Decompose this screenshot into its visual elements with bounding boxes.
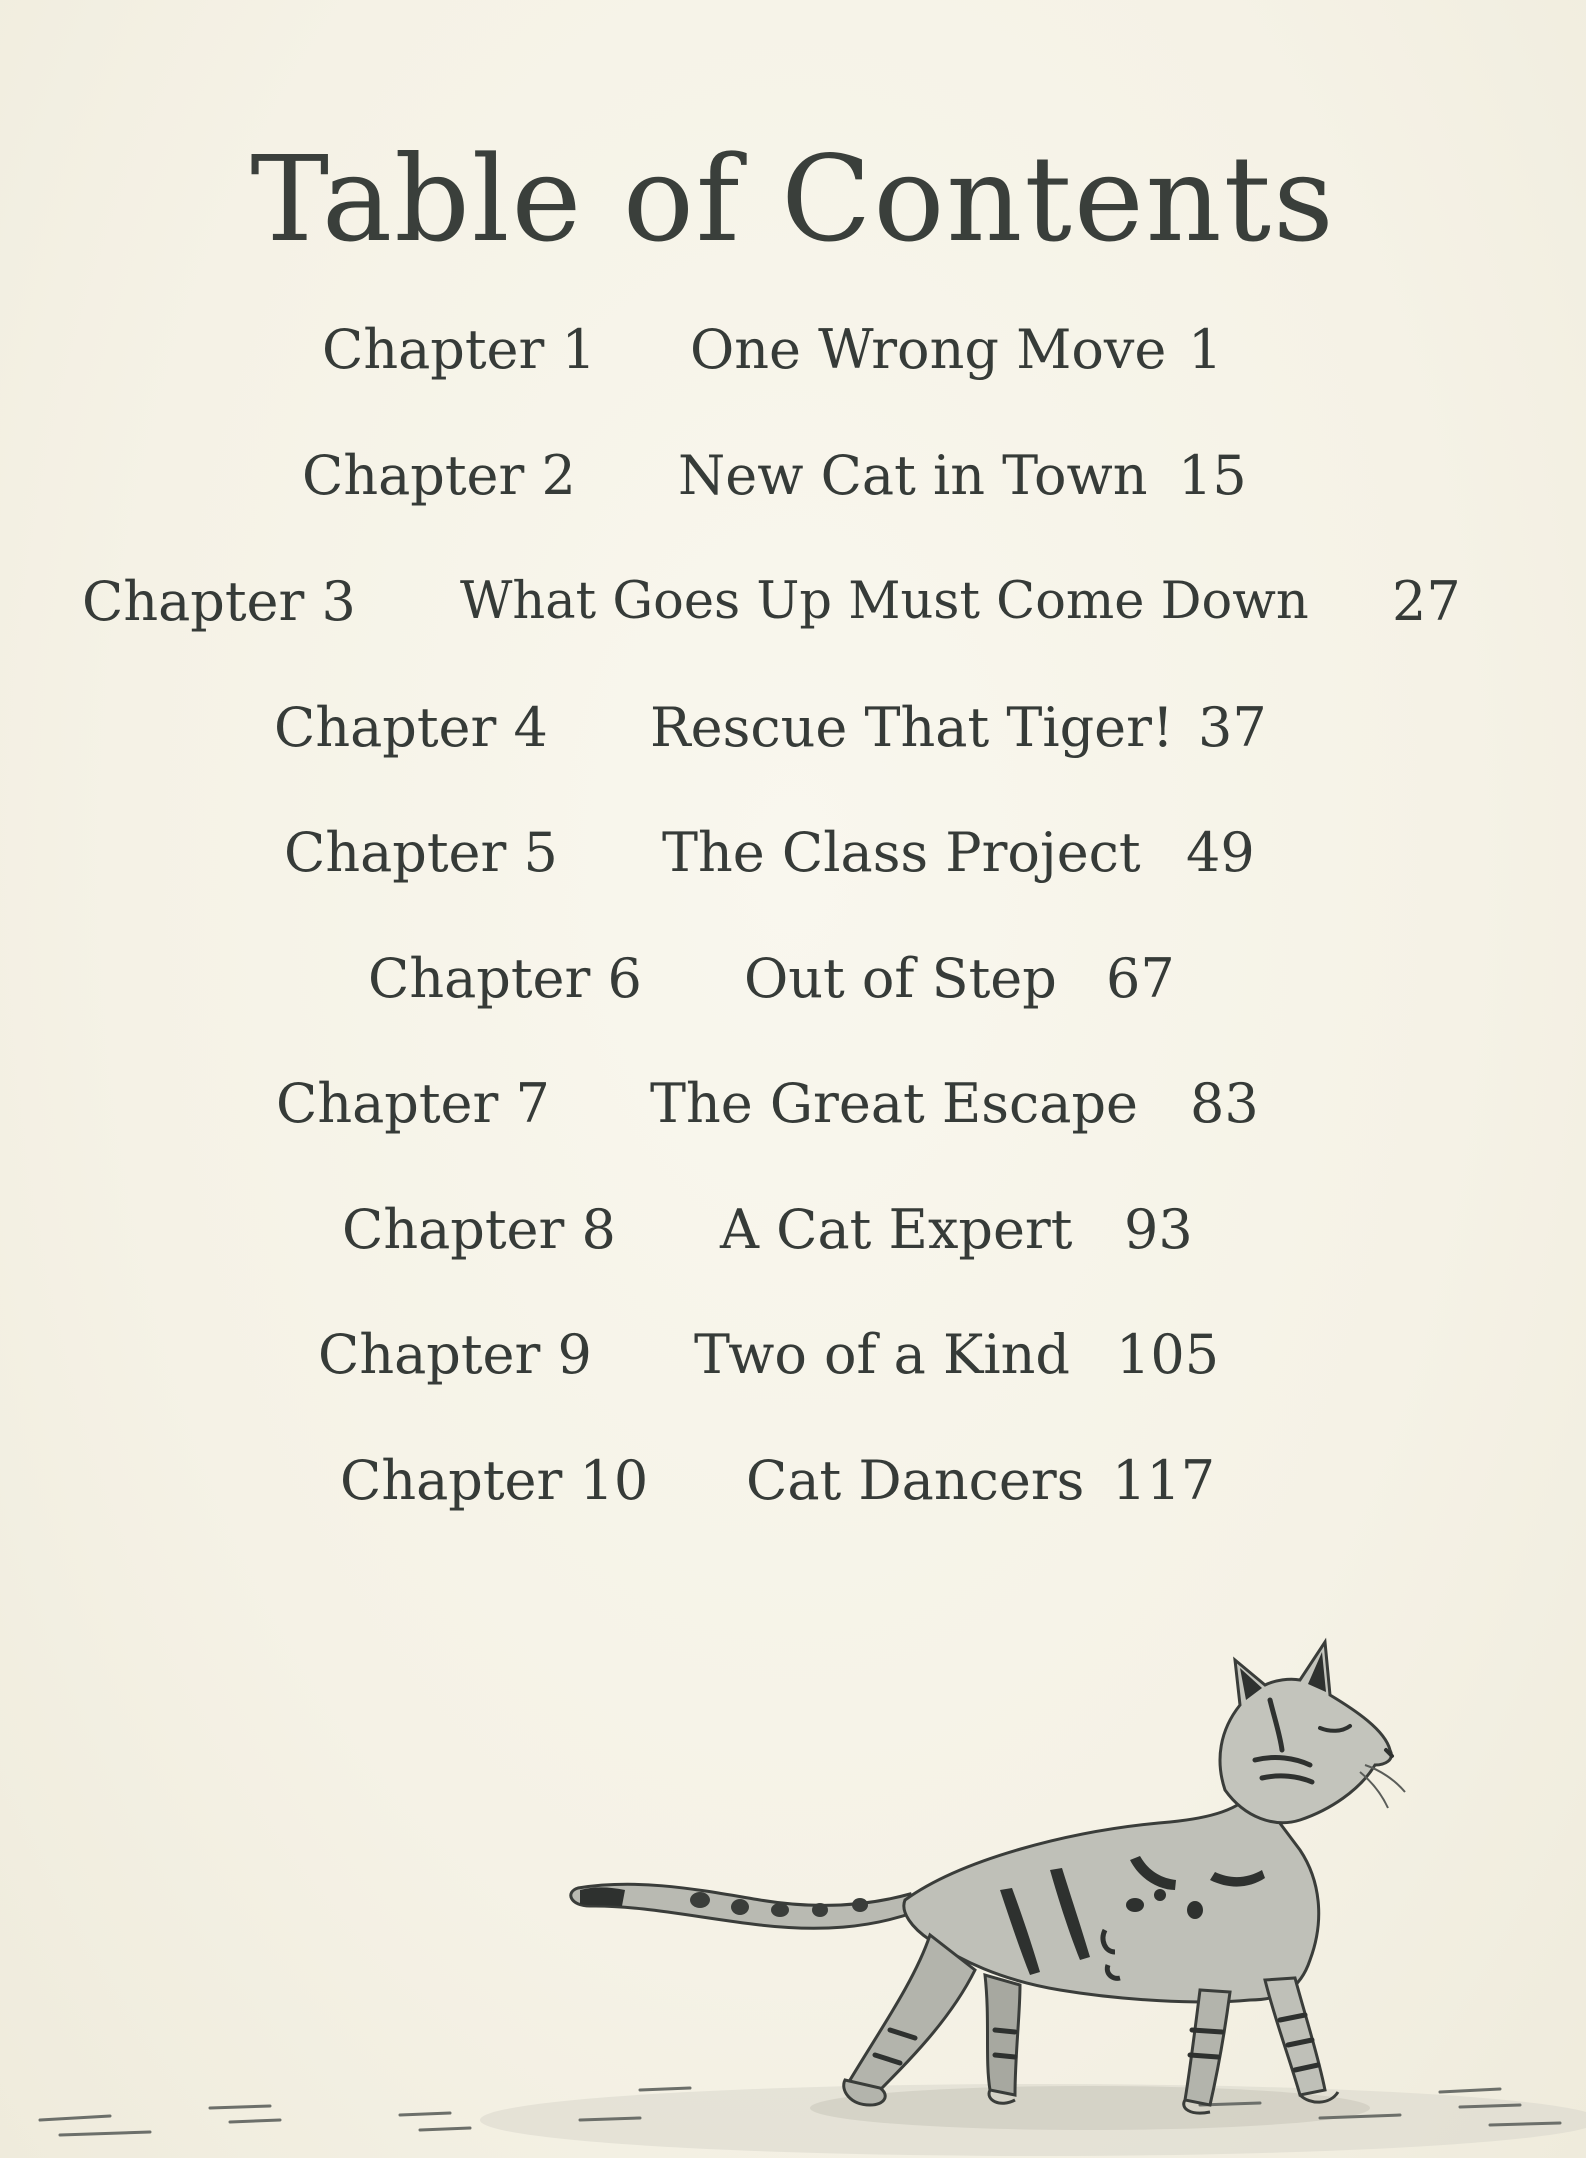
chapter-page-number: 49 [1186,821,1255,884]
chapter-title: Out of Step [744,947,1057,1010]
chapter-label: Chapter 3 [82,570,356,633]
chapter-page-number: 117 [1112,1449,1216,1512]
chapter-title: The Great Escape [650,1072,1138,1135]
toc-entry[interactable] [0,1190,1586,1270]
cat-back-leg-far [985,1975,1020,2095]
chapter-label: Chapter 4 [274,696,548,759]
chapter-title: Rescue That Tiger! [650,696,1174,759]
toc-entry[interactable] [0,1441,1586,1521]
chapter-title: What Goes Up Must Come Down [460,572,1309,631]
chapter-page-number: 1 [1188,318,1223,381]
chapter-page-number: 93 [1124,1198,1193,1261]
toc-entry[interactable] [0,688,1586,768]
chapter-page-number: 67 [1106,947,1175,1010]
chapter-title: One Wrong Move [690,318,1167,381]
chapter-title: The Class Project [662,821,1141,884]
chapter-label: Chapter 10 [340,1449,649,1512]
toc-entry[interactable] [0,562,1586,642]
chapter-page-number: 27 [1392,570,1461,633]
toc-entry[interactable] [0,1315,1586,1395]
chapter-title: Cat Dancers [746,1449,1085,1512]
cat-illustration [0,1560,1586,2158]
chapter-label: Chapter 6 [368,947,642,1010]
cat-back-leg [850,1935,975,2100]
chapter-title: New Cat in Town [678,444,1148,507]
ground-shadow [480,2084,1586,2156]
cat-head [1220,1642,1391,1823]
chapter-page-number: 83 [1190,1072,1259,1135]
chapter-page-number: 37 [1198,696,1267,759]
page-title: Table of Contents [250,130,1336,268]
chapter-title: Two of a Kind [694,1323,1070,1386]
chapter-label: Chapter 5 [284,821,558,884]
cat-front-leg-near [1265,1978,1325,2095]
chapter-title: A Cat Expert [720,1198,1073,1261]
chapter-label: Chapter 2 [302,444,576,507]
chapter-label: Chapter 8 [342,1198,616,1261]
toc-entry[interactable] [0,436,1586,516]
tail-tip [580,1887,625,1906]
chapter-label: Chapter 7 [276,1072,550,1135]
toc-entry[interactable] [0,310,1586,390]
toc-entry[interactable] [0,1064,1586,1144]
chapter-label: Chapter 1 [322,318,596,381]
toc-entry[interactable] [0,813,1586,893]
toc-entry[interactable] [0,939,1586,1019]
chapter-page-number: 15 [1178,444,1247,507]
chapter-label: Chapter 9 [318,1323,592,1386]
chapter-page-number: 105 [1116,1323,1220,1386]
